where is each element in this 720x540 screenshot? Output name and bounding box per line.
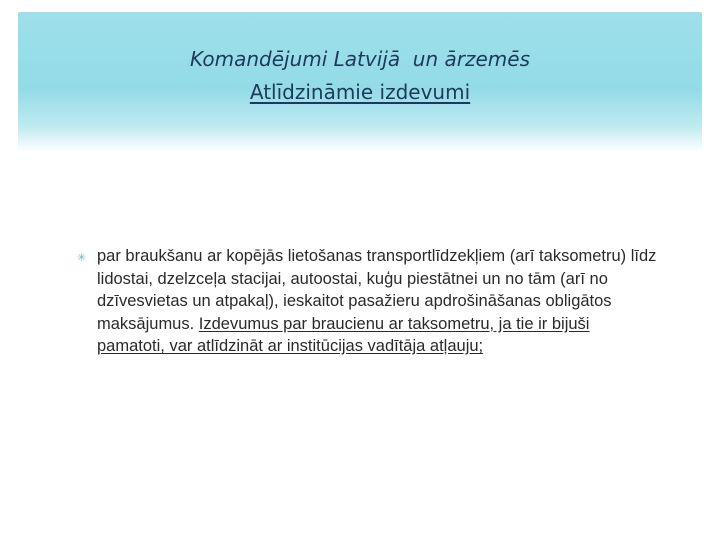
bullet-text-plain: par braukšanu ar kopējās lietošanas transportlīdzekļiem (arī taksometru) līdz lidostai, dzelzceļa stacijai, autoostai, kuģu piestātnei un no tām (arī no dzīvesvietas un atpakaļ), ieskaitot pasažieru apdrošināšanas obligātos maksājumus. [97,247,657,333]
bullet-text-underlined: Izdevumus par braucienu ar taksometru, ja tie ir bijuši pamatoti, var atlīdzināt ar institūcijas vadītāja atļauju; [97,314,590,355]
bullet-text [97,245,657,358]
slide-subtitle: Atlīdzināmie izdevumi [249,80,471,104]
asterisk-icon: ✳ [77,251,87,264]
slide-title: Komandējumi Latvijā un ārzemēs [189,47,531,71]
